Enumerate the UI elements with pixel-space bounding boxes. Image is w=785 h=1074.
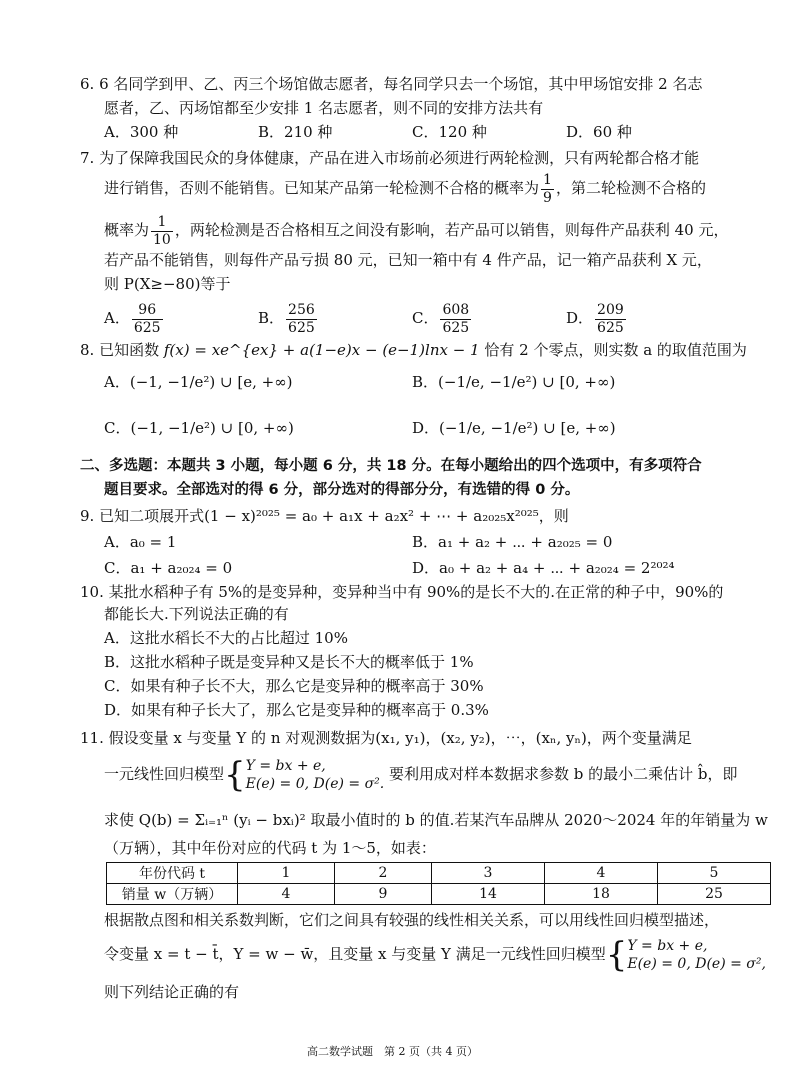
- q11-line6: [104, 932, 766, 976]
- option-letter: C．: [412, 309, 439, 327]
- table-row: [107, 863, 771, 884]
- option-letter: A．: [104, 309, 130, 327]
- q10-option-a: A．这批水稻长不大的占比超过 10%: [104, 629, 348, 647]
- q11-line1: 11. 假设变量 x 与变量 Y 的 n 对观测数据为(x₁, y₁)，(x₂, y₂)，⋯，(xₙ, yₙ)，两个变量满足: [80, 729, 692, 747]
- fraction-denominator: 625: [442, 319, 470, 336]
- q9-option-a: A．a₀ = 1: [104, 533, 177, 551]
- q7-line3-text-a: 概率为: [104, 221, 150, 239]
- q7-fraction-1-9: [541, 172, 554, 207]
- q9-option-c: C．a₁ + a₂₀₂₄ = 0: [104, 559, 233, 577]
- option-letter: B．: [258, 309, 285, 327]
- option-value: (−1/e, −1/e²) ∪ [e, +∞): [439, 419, 616, 437]
- q7-fraction-1-10: [151, 214, 173, 249]
- fraction-denominator: 625: [288, 319, 315, 336]
- option-value: (−1, −1/e²) ∪ [0, +∞): [130, 419, 294, 437]
- q7-line4: 若产品不能销售，则每件产品亏损 80 元，已知一箱中有 4 件产品，记一箱产品获利 X 元，: [104, 251, 712, 269]
- page-footer: 高二数学试题 第 2 页（共 4 页）: [307, 1045, 478, 1058]
- q7-option-a: [104, 298, 165, 338]
- q7-line5: 则 P(X≥−80)等于: [104, 275, 231, 293]
- q7-line3: [104, 210, 728, 250]
- q8-stem-b: 恰有 2 个零点，则实数 a 的取值范围为: [484, 341, 747, 359]
- q10-option-b: B．这批水稻种子既是变异种又是长不大的概率低于 1%: [104, 653, 474, 671]
- q7-option-c: [412, 298, 473, 338]
- q7-line3-text-b: ，两轮检测是否合格相互之间没有影响，若产品可以销售，则每件产品获利 40 元，: [174, 221, 729, 239]
- model-equation-2: E(e) = 0, D(e) = σ²,: [627, 956, 766, 972]
- q6-option-c: C．120 种: [412, 123, 487, 141]
- q7-option-d: [566, 298, 628, 338]
- q8-stem-a: 8. 已知函数: [80, 341, 160, 359]
- q11-line3: 求使 Q(b) = Σᵢ₌₁ⁿ (yᵢ − bxᵢ)² 取最小值时的 b 的值.若某汽车品牌从 2020～2024 年的年销量为 w: [104, 811, 768, 829]
- q7-line2: [104, 168, 706, 208]
- q11-line6-text: 令变量 x = t − t̄，Y = w − w̄，且变量 x 与变量 Y 满足一元线性回归模型: [104, 945, 606, 963]
- q11-line7: 则下列结论正确的有: [104, 983, 240, 1001]
- option-letter: D．: [566, 309, 594, 327]
- q9-option-d: D．a₀ + a₂ + a₄ + ⋯ + a₂₀₂₄ = 2²⁰²⁴: [412, 559, 675, 577]
- fraction-numerator: 1: [151, 214, 173, 232]
- option-letter: C．: [104, 419, 131, 437]
- option-value: (−1/e, −1/e²) ∪ [0, +∞): [438, 373, 616, 391]
- table-cell: 1: [238, 863, 335, 884]
- q9-option-b: B．a₁ + a₂ + ⋯ + a₂₀₂₅ = 0: [412, 533, 613, 551]
- left-brace-icon: {: [224, 755, 246, 795]
- q6-line1: 6. 6 名同学到甲、乙、丙三个场馆做志愿者，每名同学只去一个场馆，其中甲场馆安排 2 名志: [80, 75, 703, 93]
- q11-line5: 根据散点图和相关系数判断，它们之间具有较强的线性相关关系，可以用线性回归模型描述，: [104, 911, 720, 929]
- q7-line2-text-a: 进行销售，否则不能销售。已知某产品第一轮检测不合格的概率为: [104, 179, 540, 197]
- fraction-numerator: 209: [597, 301, 624, 318]
- q8-stem: [80, 340, 747, 360]
- fraction-denominator: 625: [597, 319, 624, 336]
- q6-option-d: D．60 种: [566, 123, 632, 141]
- table-cell: 2: [335, 863, 432, 884]
- q11-model-system: [246, 757, 385, 793]
- fraction-denominator: 10: [153, 231, 171, 248]
- q10-line1: 10. 某批水稻种子有 5%的是变异种，变异种当中有 90%的是长不大的.在正常的种子中，90%的: [80, 583, 724, 601]
- q7-line2-text-b: ，第二轮检测不合格的: [555, 179, 706, 197]
- q11-model-system-2: [627, 937, 766, 973]
- fraction-numerator: 1: [543, 171, 552, 188]
- q6-option-b: B．210 种: [258, 123, 333, 141]
- q11-line4: （万辆），其中年份对应的代码 t 为 1～5，如表：: [104, 839, 436, 857]
- q8-option-d: [412, 418, 616, 438]
- model-equation-1: Y = bx + e,: [245, 758, 326, 774]
- q8-option-b: [412, 372, 615, 392]
- q10-line2: 都能长大.下列说法正确的有: [104, 605, 289, 623]
- sales-table: [106, 862, 771, 905]
- table-cell: 4: [238, 884, 335, 905]
- q9-stem: 9. 已知二项展开式(1 − x)²⁰²⁵ = a₀ + a₁x + a₂x² + ⋯ + a₂₀₂₅x²⁰²⁵，则: [80, 507, 569, 525]
- q8-formula: f(x) = xe^{ex} + a(1−e)x − (e−1)lnx − 1: [163, 341, 480, 359]
- q11-line2-text-a: 一元线性回归模型: [104, 765, 225, 783]
- q7-option-b: [258, 298, 319, 338]
- table-cell: 18: [545, 884, 658, 905]
- q10-option-c: C．如果有种子长不大，那么它是变异种的概率高于 30%: [104, 677, 484, 695]
- table-cell: 14: [432, 884, 545, 905]
- q10-option-d: D．如果有种子长大了，那么它是变异种的概率高于 0.3%: [104, 701, 489, 719]
- left-brace-icon: {: [605, 935, 628, 975]
- table-cell: 4: [545, 863, 658, 884]
- q11-line2-text-b: 要利用成对样本数据求参数 b 的最小二乘估计 b̂，即: [389, 765, 738, 783]
- table-header-cell: 年份代码 t: [107, 863, 238, 884]
- section2-heading-line2: 题目要求。全部选对的得 6 分，部分选对的得部分分，有选错的得 0 分。: [104, 482, 580, 498]
- section2-heading-line1: 二、多选题：本题共 3 小题，每小题 6 分，共 18 分。在每小题给出的四个选项中，有多项符合: [80, 458, 702, 474]
- table-header-cell: 销量 w（万辆）: [107, 884, 238, 905]
- model-equation-1: Y = bx + e,: [627, 938, 708, 954]
- option-letter: A．: [104, 373, 130, 391]
- q6-option-a: A．300 种: [104, 123, 179, 141]
- q11-line2: [104, 752, 738, 796]
- fraction-denominator: 9: [543, 189, 552, 206]
- q8-option-a: [104, 372, 293, 392]
- option-value: (−1, −1/e²) ∪ [e, +∞): [129, 373, 293, 391]
- table-row: [107, 884, 771, 905]
- table-cell: 9: [335, 884, 432, 905]
- table-cell: 5: [658, 863, 771, 884]
- q8-option-c: [104, 418, 294, 438]
- fraction-numerator: 608: [442, 301, 470, 318]
- model-equation-2: E(e) = 0, D(e) = σ².: [245, 776, 385, 792]
- option-letter: D．: [412, 419, 440, 437]
- table-cell: 3: [432, 863, 545, 884]
- q6-line2: 愿者，乙、丙场馆都至少安排 1 名志愿者，则不同的安排方法共有: [104, 99, 544, 117]
- fraction-numerator: 256: [288, 301, 315, 318]
- fraction-denominator: 625: [133, 319, 161, 336]
- option-letter: B．: [412, 373, 439, 391]
- fraction-numerator: 96: [132, 302, 163, 320]
- q7-line1: 7. 为了保障我国民众的身体健康，产品在进入市场前必须进行两轮检测，只有两轮都合格才能: [80, 149, 700, 167]
- table-cell: 25: [658, 884, 771, 905]
